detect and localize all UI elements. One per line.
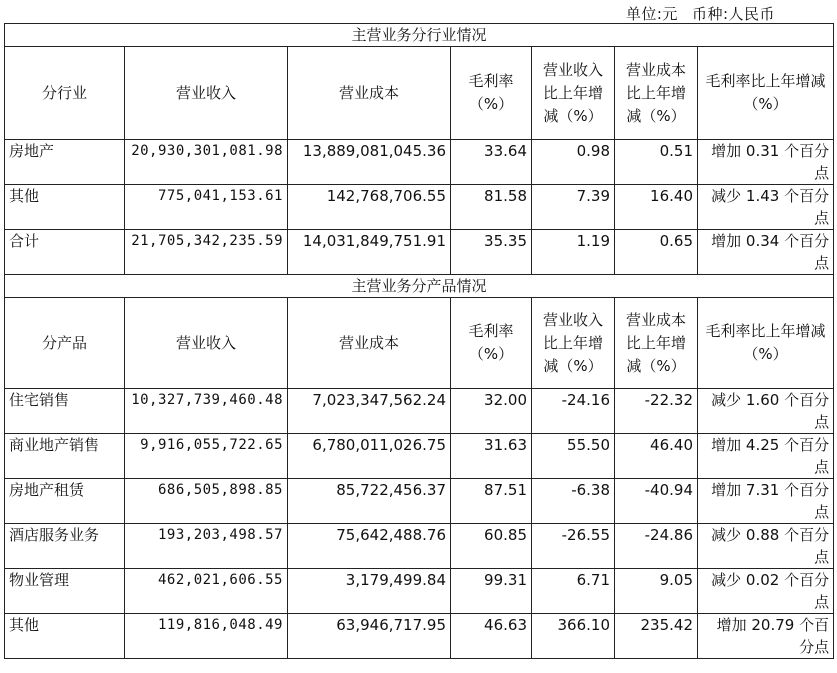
row-margin-change: 增加 0.34 个百分点 — [698, 230, 834, 275]
row-margin-change: 增加 4.25 个百分点 — [698, 434, 834, 479]
row-revenue-change: 6.71 — [532, 569, 615, 614]
row-name: 其他 — [5, 614, 125, 659]
header-revenue: 营业收入 — [125, 298, 288, 389]
row-margin-change: 减少 1.60 个百分点 — [698, 389, 834, 434]
row-revenue-change: 0.98 — [532, 140, 615, 185]
row-cost: 63,946,717.95 — [288, 614, 451, 659]
row-revenue-change: -24.16 — [532, 389, 615, 434]
row-cost-change: 235.42 — [615, 614, 698, 659]
industry-section-title-row — [5, 24, 834, 47]
header-cost-change: 营业成本比上年增减（%） — [615, 47, 698, 140]
product-header-row — [5, 298, 834, 389]
header-revenue: 营业收入 — [125, 47, 288, 140]
header-revenue-change: 营业收入比上年增减（%） — [532, 298, 615, 389]
row-revenue: 10,327,739,460.48 — [125, 389, 288, 434]
currency-label: 币种:人民币 — [691, 5, 775, 23]
row-cost: 14,031,849,751.91 — [288, 230, 451, 275]
header-margin: 毛利率（%） — [451, 298, 532, 389]
industry-section-title: 主营业务分行业情况 — [5, 24, 834, 47]
row-name: 房地产租赁 — [5, 479, 125, 524]
row-margin-change: 减少 0.88 个百分点 — [698, 524, 834, 569]
row-revenue-change: -6.38 — [532, 479, 615, 524]
table-row — [5, 479, 834, 524]
industry-header-row — [5, 47, 834, 140]
unit-label: 单位:元 — [625, 5, 678, 23]
row-revenue: 686,505,898.85 — [125, 479, 288, 524]
header-margin: 毛利率（%） — [451, 47, 532, 140]
row-revenue-change: 55.50 — [532, 434, 615, 479]
row-revenue: 775,041,153.61 — [125, 185, 288, 230]
row-cost-change: 9.05 — [615, 569, 698, 614]
row-name: 住宅销售 — [5, 389, 125, 434]
header-product: 分产品 — [5, 298, 125, 389]
header-industry: 分行业 — [5, 47, 125, 140]
table-row — [5, 140, 834, 185]
row-margin-change: 增加 0.31 个百分点 — [698, 140, 834, 185]
row-cost: 142,768,706.55 — [288, 185, 451, 230]
header-margin-change: 毛利率比上年增减（%） — [698, 47, 834, 140]
row-margin-change: 增加 7.31 个百分点 — [698, 479, 834, 524]
row-revenue: 193,203,498.57 — [125, 524, 288, 569]
row-cost-change: 0.65 — [615, 230, 698, 275]
row-margin: 60.85 — [451, 524, 532, 569]
row-cost: 3,179,499.84 — [288, 569, 451, 614]
main-business-table — [4, 23, 834, 659]
row-revenue-change: 1.19 — [532, 230, 615, 275]
table-row — [5, 185, 834, 230]
row-revenue-change: 7.39 — [532, 185, 615, 230]
row-cost: 7,023,347,562.24 — [288, 389, 451, 434]
row-margin-change: 增加 20.79 个百分点 — [698, 614, 834, 659]
row-margin: 32.00 — [451, 389, 532, 434]
row-margin: 46.63 — [451, 614, 532, 659]
table-row — [5, 614, 834, 659]
row-margin: 87.51 — [451, 479, 532, 524]
row-cost-change: -24.86 — [615, 524, 698, 569]
row-margin: 99.31 — [451, 569, 532, 614]
header-revenue-change: 营业收入比上年增减（%） — [532, 47, 615, 140]
row-margin-change: 减少 1.43 个百分点 — [698, 185, 834, 230]
row-margin-change: 减少 0.02 个百分点 — [698, 569, 834, 614]
row-name: 商业地产销售 — [5, 434, 125, 479]
table-row — [5, 524, 834, 569]
row-revenue: 9,916,055,722.65 — [125, 434, 288, 479]
row-cost: 85,722,456.37 — [288, 479, 451, 524]
row-cost: 13,889,081,045.36 — [288, 140, 451, 185]
row-revenue: 20,930,301,081.98 — [125, 140, 288, 185]
row-cost-change: 0.51 — [615, 140, 698, 185]
row-name: 物业管理 — [5, 569, 125, 614]
row-name: 酒店服务业务 — [5, 524, 125, 569]
row-revenue: 462,021,606.55 — [125, 569, 288, 614]
table-row — [5, 230, 834, 275]
product-section-title-row — [5, 275, 834, 298]
product-section-title: 主营业务分产品情况 — [5, 275, 834, 298]
row-margin: 31.63 — [451, 434, 532, 479]
row-name: 房地产 — [5, 140, 125, 185]
row-cost-change: -22.32 — [615, 389, 698, 434]
header-cost: 营业成本 — [288, 298, 451, 389]
table-row — [5, 569, 834, 614]
row-revenue-change: 366.10 — [532, 614, 615, 659]
row-margin: 81.58 — [451, 185, 532, 230]
row-revenue-change: -26.55 — [532, 524, 615, 569]
row-margin: 35.35 — [451, 230, 532, 275]
row-name: 其他 — [5, 185, 125, 230]
row-cost: 75,642,488.76 — [288, 524, 451, 569]
row-margin: 33.64 — [451, 140, 532, 185]
table-row — [5, 434, 834, 479]
row-name: 合计 — [5, 230, 125, 275]
row-revenue: 119,816,048.49 — [125, 614, 288, 659]
unit-line — [612, 3, 775, 24]
row-cost-change: 46.40 — [615, 434, 698, 479]
table-row — [5, 389, 834, 434]
row-cost: 6,780,011,026.75 — [288, 434, 451, 479]
row-cost-change: 16.40 — [615, 185, 698, 230]
header-margin-change: 毛利率比上年增减（%） — [698, 298, 834, 389]
row-revenue: 21,705,342,235.59 — [125, 230, 288, 275]
header-cost: 营业成本 — [288, 47, 451, 140]
row-cost-change: -40.94 — [615, 479, 698, 524]
header-cost-change: 营业成本比上年增减（%） — [615, 298, 698, 389]
